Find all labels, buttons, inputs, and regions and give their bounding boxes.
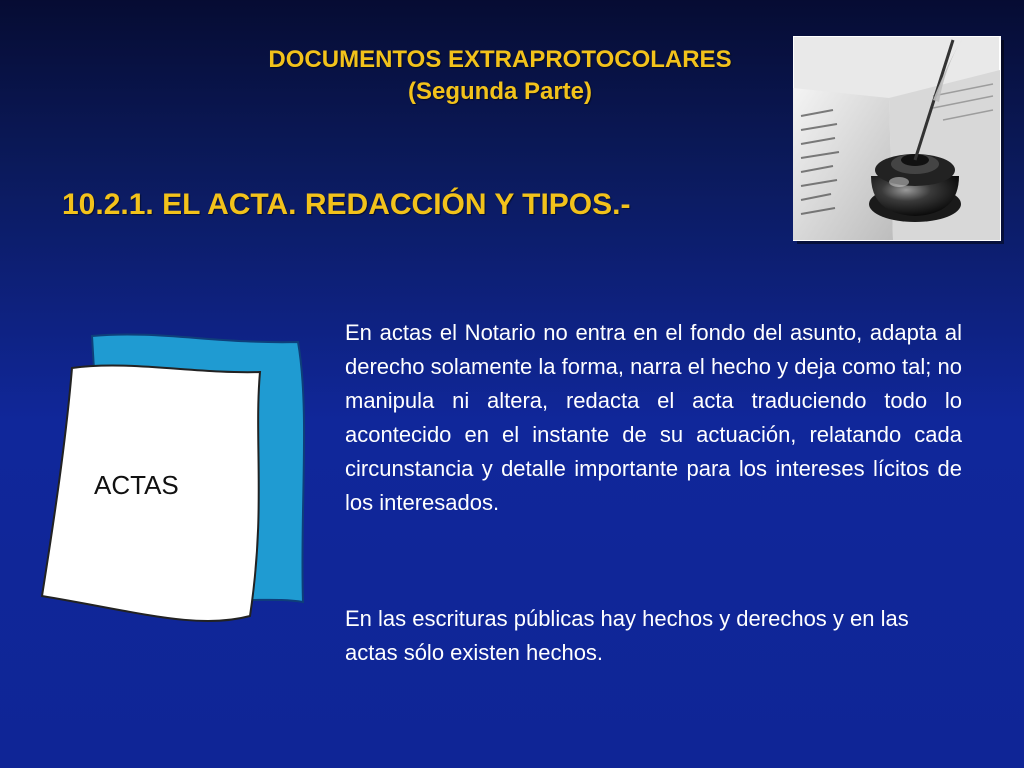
section-title: 10.2.1. EL ACTA. REDACCIÓN Y TIPOS.- <box>62 188 631 221</box>
book-inkwell-photo <box>793 36 1004 244</box>
header-title-line1: DOCUMENTOS EXTRAPROTOCOLARES <box>268 46 732 73</box>
actas-label: ACTAS <box>94 470 179 500</box>
slide-header <box>200 44 800 108</box>
header-title-line2: (Segunda Parte) <box>407 78 593 105</box>
paragraph-actas-definition: En actas el Notario no entra en el fondo del asunto, adapta al derecho solamente la forma, narra el hecho y deja como tal; no manipula ni altera, redacta el acta traduciendo todo lo acontecido en el instante de su actuación, relatando cada circunstancia y detalle importante para los intereses lícitos de los interesados. <box>345 320 962 515</box>
paragraph-escrituras-vs-actas: En las escrituras públicas hay hechos y derechos y en las actas sólo existen hechos. <box>345 606 909 665</box>
